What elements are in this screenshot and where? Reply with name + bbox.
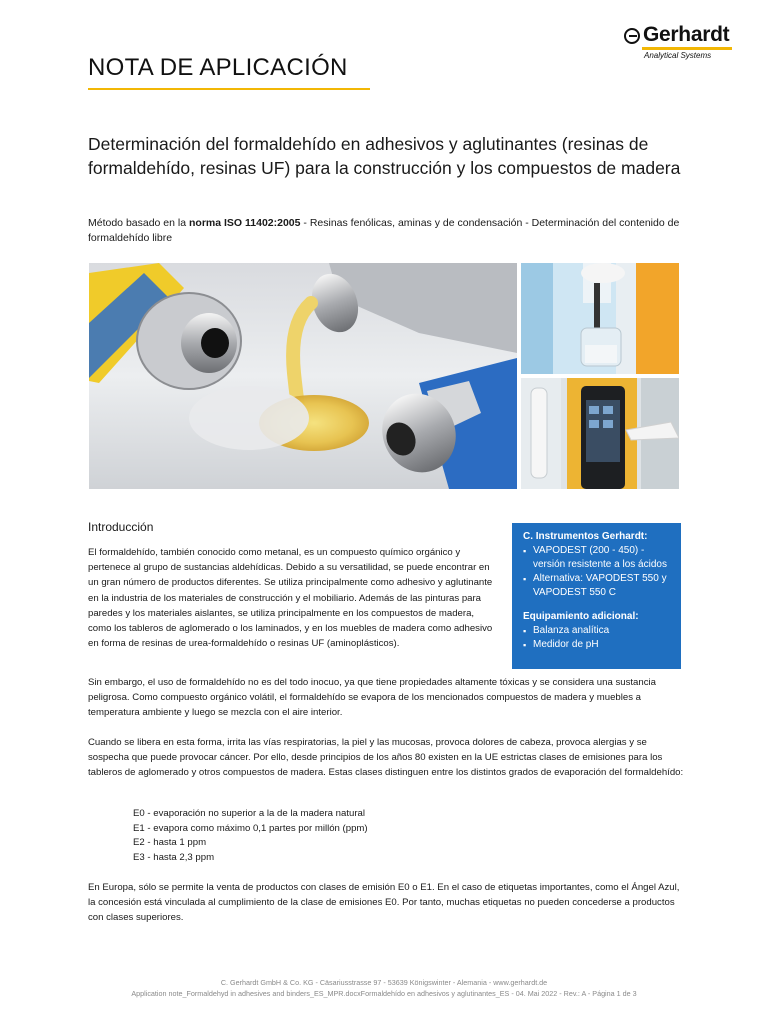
emission-classes (133, 807, 368, 865)
distillation-illustration (521, 263, 679, 374)
instrument-item: ▪ VAPODEST (200 - 450) - versión resistente a los ácidos (523, 544, 674, 572)
adhesive-tubes-illustration (89, 263, 517, 489)
emission-class-item: E3 - hasta 2,3 ppm (133, 851, 215, 863)
emission-class-item: E1 - evapora como máximo 0,1 partes por millón (ppm) (133, 822, 368, 834)
logo-mark-icon (624, 28, 640, 44)
document-title: Determinación del formaldehído en adhesivos y aglutinantes (resinas de formaldehído, resinas UF) para la construcción y los compuestos de madera (88, 134, 681, 178)
intro-heading: Introducción (88, 520, 154, 534)
equipment-heading: Equipamiento adicional: (523, 611, 639, 622)
method-suffix: - Resinas fenólicas, aminas y de condensación - Determinación del contenido de formaldehído libre (88, 217, 680, 244)
paragraph-4: En Europa, sólo se permite la venta de productos con clases de emisión E0 o E1. En el caso de etiquetas importantes, como el Ángel Azul, la concesión está vinculada al cumplimiento de la clase de emisiones E0. Por tanto, muchas etiquetas no pueden concederse a productos con clases superiores. (88, 882, 680, 924)
distillation-apparatus-photo (521, 263, 679, 374)
method-norm: norma ISO 11402:2005 (189, 217, 301, 229)
logo-bar (642, 47, 732, 50)
note-title: NOTA DE APLICACIÓN (88, 54, 348, 81)
paragraph-1: El formaldehído, también conocido como metanal, es un compuesto químico orgánico y pertenece al grupo de sustancias aldehídicas. Debido a su versatilidad, se puede encontrar en un gran número de productos diferentes. Se utiliza principalmente como adhesivo y aglutinante en la industria de los materiales de construcción y el mobiliario. Además de las pinturas para paredes y los materiales aislantes, se utiliza principalmente en los compuestos de madera, como los tableros de aglomerado o los laminados, y en los muebles de madera como adhesivo en forma de resinas de urea-formaldehído o resinas UF (aminoplásticos). (88, 547, 493, 650)
equipment-item: ▪ Balanza analítica (523, 624, 674, 638)
gerhardt-logo (624, 23, 732, 64)
paragraph-3: Cuando se libera en esta forma, irrita las vías respiratorias, la piel y las mucosas, provoca dolores de cabeza, provoca alergias y se sospecha que puede provocar cáncer. Por ello, desde principios de los años 80 existen en la UE estrictas clases de emisiones para los tableros de aglomerado y otros compuestos de madera. Estas clases distinguen entre los distintos grados de evaporación del formaldehído: (88, 737, 684, 779)
logo-subtitle: Analytical Systems (644, 51, 712, 60)
adhesive-tubes-photo (89, 263, 517, 489)
instruments-box (512, 523, 681, 669)
method-description (88, 216, 688, 246)
paragraph-2: Sin embargo, el uso de formaldehído no es del todo inocuo, ya que tiene propiedades altamente tóxicas y se considera una sustancia peligrosa. Como compuesto orgánico volátil, el formaldehído se evapora de los mencionados compuestos de madera y muebles a temperatura ambiente y luego se mezcla con el aire interior. (88, 677, 656, 719)
emission-class-item: E2 - hasta 1 ppm (133, 837, 207, 848)
instrument-item: ▪ Alternativa: VAPODEST 550 y VAPODEST 550 C (523, 572, 674, 600)
footer-address: C. Gerhardt GmbH & Co. KG - Cäsariusstrasse 97 - 53639 Königswinter - Alemania - www.gerhardt.de (220, 978, 548, 987)
method-prefix: Método basado en la (88, 217, 189, 229)
emission-class-item: E0 - evaporación no superior a la de la madera natural (133, 808, 365, 819)
equipment-item: ▪ Medidor de pH (523, 638, 674, 652)
logo-name: Gerhardt (643, 23, 730, 46)
vapodest-touchscreen-photo (521, 378, 679, 489)
footer-document-info: Application note_Formaldehyd in adhesives and binders_ES_MPR.docxFormaldehído en adhesivos y aglutinantes_ES - 04. Mai 2022 - Rev.: A - Página 1 de 3 (131, 989, 637, 998)
touchscreen-illustration (521, 378, 679, 489)
instruments-heading: C. Instrumentos Gerhardt: (523, 531, 648, 542)
title-underline (88, 88, 370, 90)
equipment-list (523, 624, 674, 652)
instruments-list (523, 544, 674, 600)
